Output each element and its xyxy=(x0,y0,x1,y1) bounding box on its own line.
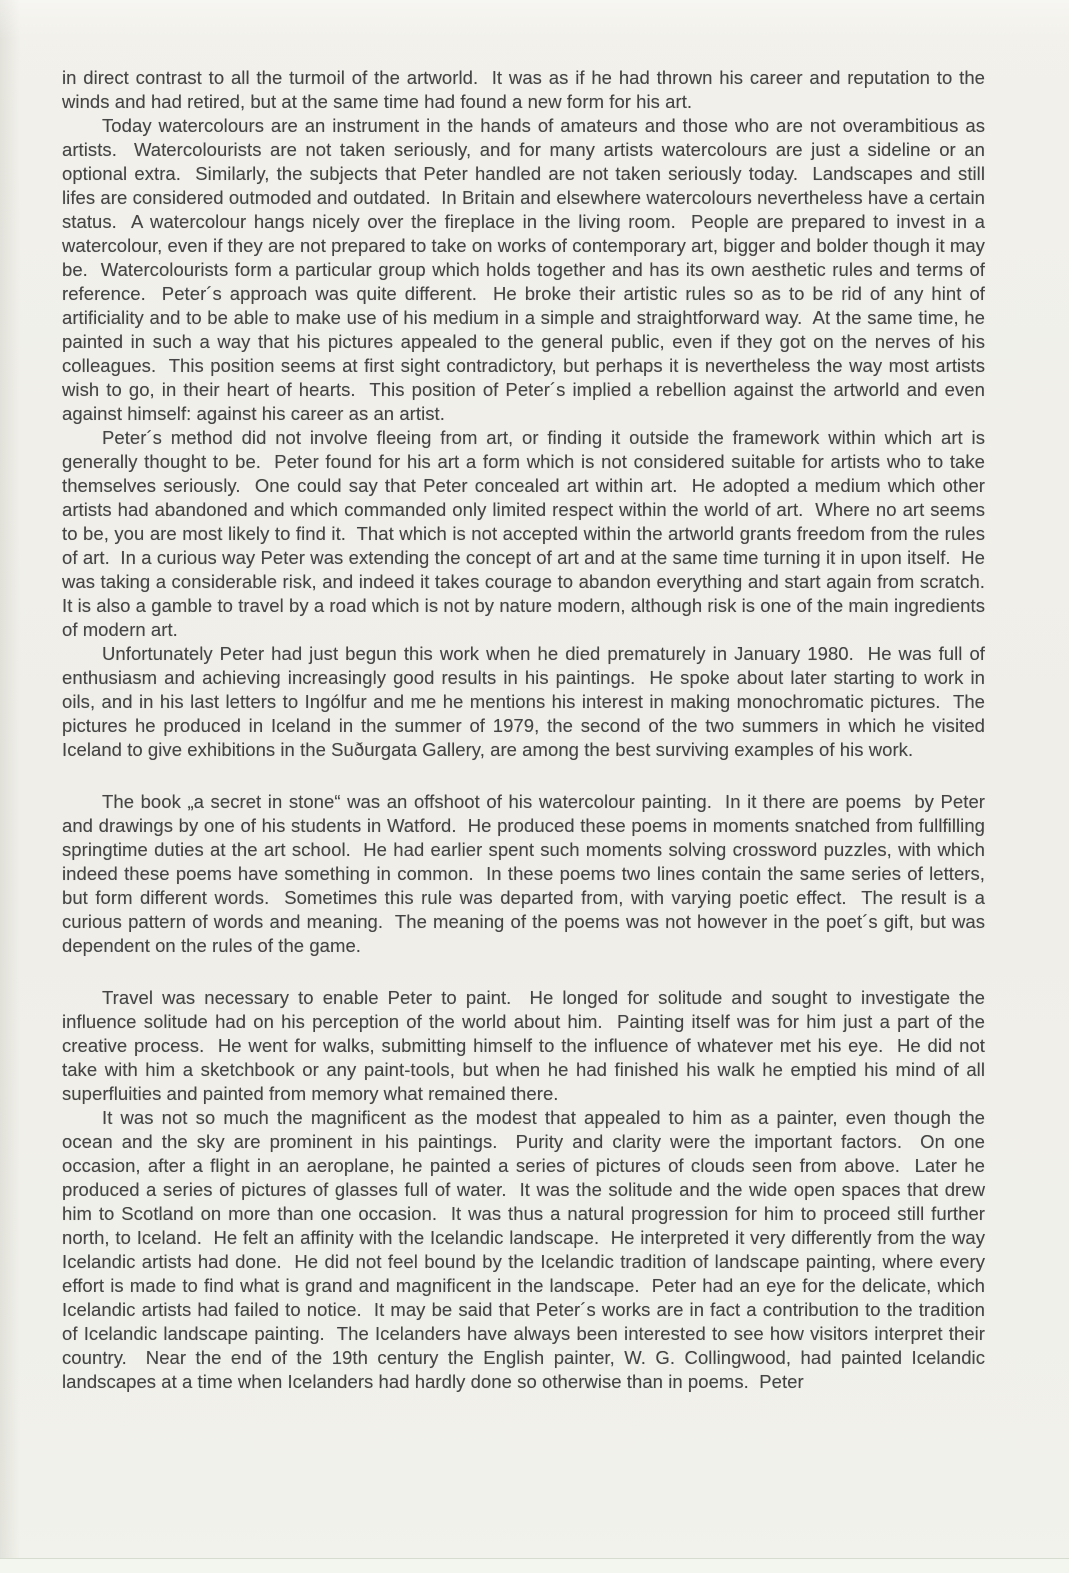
paragraph-the-book-secret-in-stone: The book „a secret in stone“ was an offshoot of his watercolour painting. In it there are poems by Peter and drawings by one of his students in Watford. He produced these poems in moments snatched from fullfilling springtime duties at the art school. He had earlier spent such moments solving crossword puzzles, with which indeed these poems have something in common. In these poems two lines contain the same series of letters, but form different words. Sometimes this rule was departed from, with varying poetic effect. The result is a curious pattern of words and meaning. The meaning of the poems was not however in the poet´s gift, but was dependent on the rules of the game. xyxy=(62,791,991,956)
page-left-scan-shadow xyxy=(0,0,20,1573)
body-text xyxy=(62,66,996,1394)
paragraph-travel-was-necessary: Travel was necessary to enable Peter to paint. He longed for solitude and sought to investigate the influence solitude had on his perception of the world about him. Painting itself was for him just a part of the creative process. He went for walks, submitting himself to the influence of whatever met his eye. He did not take with him a sketchbook or any paint-tools, but when he had finished his walk he emptied his mind of all superfluities and painted from memory what remained there. xyxy=(62,987,991,1104)
paragraph-peters-method: Peter´s method did not involve fleeing from art, or finding it outside the framework within which art is generally thought to be. Peter found for his art a form which is not considered suitable for artists who to take themselves seriously. One could say that Peter concealed art within art. He adopted a medium which other artists had abandoned and which commanded only limited respect within the world of art. Where no art seems to be, you are most likely to find it. That which is not accepted within the artworld grants freedom from the rules of art. In a curious way Peter was extending the concept of art and at the same time turning it in upon itself. He was taking a considerable risk, and indeed it takes courage to abandon everything and start again from scratch. It is also a gamble to travel by a road which is not by nature modern, although risk is one of the main ingredients of modern art. xyxy=(62,427,996,640)
paragraph-today-watercolours: Today watercolours are an instrument in the hands of amateurs and those who are not overambitious as artists. Watercolourists are not taken seriously, and for many artists watercolours are just a sideline or an optional extra. Similarly, the subjects that Peter handled are not taken seriously today. Landscapes and still lifes are considered outmoded and outdated. In Britain and elsewhere watercolours nevertheless have a certain status. A watercolour hangs nicely over the fireplace in the living room. People are prepared to invest in a watercolour, even if they are not prepared to take on works of contemporary art, bigger and bolder though it may be. Watercolourists form a particular group which holds together and has its own aesthetic rules and terms of reference. Peter´s approach was quite different. He broke their artistic rules so as to be rid of any hint of artificiality and to be able to make use of his medium in a simple and straightforward way. At the same time, he painted in such a way that his pictures appealed to the general public, even if they got on the nerves of his colleagues. This position seems at first sight contradictory, but perhaps it is nevertheless the way most artists wish to go, in their heart of hearts. This position of Peter´s implied a rebellion against the artworld and even against himself: against his career as an artist. xyxy=(62,115,991,424)
scan-bottom-edge xyxy=(0,1558,1069,1573)
paragraph-magnificent-vs-modest: It was not so much the magnificent as the modest that appealed to him as a painter, even though the ocean and the sky are prominent in his paintings. Purity and clarity were the important factors. On one occasion, after a flight in an aeroplane, he painted a series of pictures of clouds seen from above. Later he produced a series of pictures of glasses full of water. It was the solitude and the wide open spaces that drew him to Scotland on more than one occasion. It was thus a natural progression for him to proceed still further north, to Iceland. He felt an affinity with the Icelandic landscape. He interpreted it very differently from the way Icelandic artists had done. He did not feel bound by the Icelandic tradition of landscape painting, where every effort is made to find what is grand and magnificent in the landscape. Peter had an eye for the delicate, which Icelandic artists had failed to notice. It may be said that Peter´s works are in fact a contribution to the tradition of Icelandic landscape painting. The Icelanders have always been interested to see how visitors interpret their country. Near the end of the 19th century the English painter, W. G. Collingwood, had painted Icelandic landscapes at a time when Icelanders had hardly done so otherwise than in poems. Peter xyxy=(62,1107,991,1392)
page-top-sheen xyxy=(0,0,1069,40)
paragraph-continued-from-previous-page: in direct contrast to all the turmoil of the artworld. It was as if he had thrown his career and reputation to the winds and had retired, but at the same time had found a new form for his art. xyxy=(62,67,991,112)
paragraph-unfortunately-peter: Unfortunately Peter had just begun this work when he died prematurely in January 1980. He was full of enthusiasm and achieving increasingly good results in his paintings. He spoke about later starting to work in oils, and in his last letters to Ingólfur and me he mentions his interest in making monochromatic pictures. The pictures he produced in Iceland in the summer of 1979, the second of the two summers in which he visited Iceland to give exhibitions in the Suðurgata Gallery, are among the best surviving examples of his work. xyxy=(62,643,991,760)
